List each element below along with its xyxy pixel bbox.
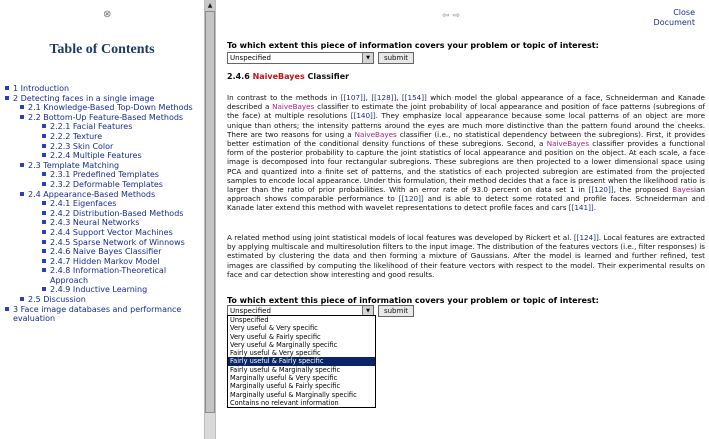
- bullet-icon: [42, 220, 46, 224]
- paragraph-text: . They emphasize local appearance because some local patterns of an object are more unique than others; the intensity patterns around the eyes are much more distinctive than the pattern found around the cheeks. There are two reasons for using a: [227, 111, 705, 139]
- dropdown-option[interactable]: Unspecified: [230, 316, 269, 324]
- paragraph-text: classifier to estimate the joint probability of local appearance and position of face patterns (subregions of the face) at multiple resolutions: [227, 102, 706, 121]
- toc-item[interactable]: [4, 94, 204, 104]
- chevron-down-icon[interactable]: ▼: [362, 306, 373, 316]
- toc-item-label: 2.1 Knowledge-Based Top-Down Methods: [28, 103, 193, 113]
- bullet-icon: [42, 134, 46, 138]
- bullet-icon: [42, 124, 46, 128]
- reference-link[interactable]: [[120]]: [588, 185, 614, 195]
- relevance-select-top[interactable]: [227, 52, 374, 64]
- toc-item[interactable]: [4, 257, 204, 267]
- bullet-icon: [20, 163, 24, 167]
- bullet-icon: [5, 96, 9, 100]
- relevance-question-top: To which extent this piece of information covers your problem or topic of interest:: [227, 41, 599, 50]
- toc-item[interactable]: [4, 142, 204, 152]
- bullet-icon: [42, 172, 46, 176]
- toc-item-label: 2.4.9 Inductive Learning: [50, 285, 148, 295]
- reference-link[interactable]: [[140]]: [350, 111, 376, 121]
- submit-button-bottom[interactable]: submit: [378, 305, 414, 317]
- paragraph-text: ,: [365, 93, 372, 102]
- relevance-select-bottom-value: Unspecified: [230, 307, 271, 315]
- toc-item[interactable]: [4, 247, 204, 257]
- toc-item[interactable]: [4, 295, 204, 305]
- dropdown-option[interactable]: Marginally useful & Very specific: [230, 374, 338, 383]
- search-term-highlight: Bayes: [672, 185, 695, 195]
- chevron-down-icon[interactable]: ▼: [362, 53, 373, 63]
- toc-item-label: 3 Face image databases and performance evaluation: [13, 304, 182, 324]
- paragraph-text: which model the global appearance of a face, Schneiderman and Kanade described a: [227, 93, 705, 112]
- toc-item-label: 2.3.2 Deformable Templates: [50, 179, 163, 189]
- content-pane: [217, 0, 709, 439]
- paragraph-text: .: [593, 203, 596, 213]
- toc-item[interactable]: [4, 305, 204, 324]
- toc-item-label: 2.4 Appearance-Based Methods: [28, 189, 156, 199]
- reference-link[interactable]: [[128]]: [371, 93, 397, 102]
- toc-item[interactable]: [4, 199, 204, 209]
- bullet-icon: [42, 211, 46, 215]
- toc-item-label: 1 Introduction: [13, 84, 70, 93]
- toc-pane: [0, 0, 204, 439]
- dropdown-option[interactable]: Very useful & Fairly specific: [230, 332, 321, 341]
- toc-item[interactable]: [4, 218, 204, 228]
- toc-item[interactable]: [4, 209, 204, 219]
- toc-item-label: 2.3 Template Matching: [28, 160, 120, 170]
- dropdown-option[interactable]: Very useful & Very specific: [230, 324, 318, 333]
- scroll-thumb[interactable]: [205, 11, 215, 413]
- paragraph-text: classifier (i.e., no statistical dependency between the subregions). First, it provides better estimation of the conditional density functions of these subregions. Second, a: [227, 129, 705, 149]
- reference-link[interactable]: [[120]]: [398, 194, 424, 204]
- paragraph-2: [227, 233, 705, 279]
- toc-item[interactable]: [4, 238, 204, 248]
- section-name-highlight: NaiveBayes: [252, 72, 305, 81]
- paragraph-text: ian approach shows comparable performance to: [227, 185, 705, 204]
- section-heading: [227, 72, 349, 81]
- paragraph-text: ,: [396, 93, 402, 102]
- toc-item-label: 2.2 Bottom-Up Feature-Based Methods: [28, 112, 184, 122]
- toc-item[interactable]: [4, 113, 204, 123]
- bullet-icon: [42, 240, 46, 244]
- paragraph-text: and is able to detect some rotated and profile faces. Schneiderman and Kanade later extend this method with wavelet representations to detect profile faces and cars: [227, 194, 705, 213]
- reference-link[interactable]: [[107]]: [340, 93, 366, 102]
- toc-item-label: 2.3.1 Predefined Templates: [50, 170, 159, 180]
- scroll-up-button[interactable]: ▲: [205, 0, 215, 12]
- dropdown-option[interactable]: Marginally useful & Fairly specific: [230, 382, 341, 391]
- search-term-highlight: NaiveBayes: [354, 129, 397, 139]
- toc-item[interactable]: [4, 103, 204, 113]
- bullet-icon: [5, 86, 9, 90]
- reference-link[interactable]: [[124]]: [573, 233, 599, 242]
- toc-item-label: 2.2.1 Facial Features: [50, 122, 133, 132]
- bullet-icon: [42, 182, 46, 186]
- close-document-line2: Document: [653, 18, 695, 27]
- toc-item-label: 2.2.3 Skin Color: [50, 141, 114, 151]
- bullet-icon: [42, 144, 46, 148]
- dropdown-option[interactable]: Very useful & Marginally specific: [230, 340, 338, 349]
- submit-button-top[interactable]: submit: [378, 52, 414, 64]
- relevance-select-top-value: Unspecified: [230, 54, 271, 62]
- relevance-question-bottom: To which extent this piece of information covers your problem or topic of interest:: [227, 296, 599, 305]
- toc-item-label: 2.5 Discussion: [28, 295, 86, 305]
- toc-title: Table of Contents: [49, 42, 155, 57]
- toc-item[interactable]: [4, 285, 204, 295]
- close-document-line1: Close: [673, 8, 695, 17]
- toc-item[interactable]: [4, 190, 204, 200]
- toc-item[interactable]: [4, 151, 204, 161]
- toc-item-label: 2.2.2 Texture: [50, 131, 103, 141]
- bullet-icon: [20, 192, 24, 196]
- toc-header-icon: ⊗: [103, 9, 112, 20]
- paragraph-text: A related method using joint statistical models of local features was developed by Rickert et al.: [227, 233, 574, 242]
- toc-item[interactable]: [4, 170, 204, 180]
- toc-item[interactable]: [4, 228, 204, 238]
- bullet-icon: [42, 268, 46, 272]
- toc-item-label: 2.4.8 Information-Theoretical Approach: [50, 266, 167, 285]
- dropdown-option[interactable]: Fairly useful & Fairly specific: [228, 357, 375, 365]
- paragraph-text: . Local features are extracted by applying multiscale and multiresolution filters to the input image. The distribution of the features vectors (i.e., filter responses) is estimated by clustering the data and then forming a mixture of Gaussians. After the model is learned and further refined, test images are classified by computing the likelihood of their feature vectors with respect to the model. Their experimental results on face and car detection show interesting and good results.: [227, 233, 705, 279]
- bullet-icon: [42, 249, 46, 253]
- toc-item[interactable]: [4, 132, 204, 142]
- toc-item-label: 2.4.1 Eigenfaces: [50, 199, 117, 209]
- bullet-icon: [42, 230, 46, 234]
- section-number: 2.4.6: [227, 72, 250, 81]
- search-term-highlight: NaiveBayes: [546, 139, 589, 149]
- toc-list: [4, 84, 204, 324]
- bullet-icon: [42, 259, 46, 263]
- relevance-dropdown-list[interactable]: [227, 315, 376, 408]
- toc-item-label: 2.4.2 Distribution-Based Methods: [50, 208, 184, 218]
- toc-item-label: 2.4.7 Hidden Markov Model: [50, 256, 160, 266]
- bullet-icon: [20, 115, 24, 119]
- paragraph-1: [227, 93, 705, 213]
- paragraph-text: , the proposed: [613, 185, 673, 195]
- reference-link[interactable]: [[141]]: [568, 203, 594, 213]
- bullet-icon: [42, 153, 46, 157]
- toc-item[interactable]: [4, 161, 204, 171]
- section-name-rest: Classifier: [307, 72, 350, 81]
- toc-item[interactable]: [4, 84, 204, 94]
- bullet-icon: [42, 201, 46, 205]
- paragraph-text: classifier provides a functional form of the posterior probability to capture the joint statistics of local appearance and position on the object. At each scale, a face image is decomposed into four rectangular subregions. These subregions are then projected to a lower dimensional space using PCA and quantized into a finite set of patterns, and the statistics of each projected subregion are estimated from the projected samples to encode local appearance. Under this formulation, their method decides that a face is present when the likelihood ratio is larger than the ratio of prior probabilities. With an error rate of 93.0 percent on data set 1 in: [227, 139, 705, 195]
- toc-item[interactable]: [4, 122, 204, 132]
- dropdown-option[interactable]: Fairly useful & Marginally specific: [230, 365, 341, 374]
- bullet-icon: [20, 297, 24, 301]
- bullet-icon: [5, 307, 9, 311]
- toc-item-label: 2.4.5 Sparse Network of Winnows: [50, 237, 185, 247]
- dropdown-option[interactable]: Marginally useful & Marginally specific: [230, 390, 357, 399]
- paragraph-text: In contrast to the methods in: [227, 93, 341, 102]
- dropdown-option[interactable]: Contains no relevant information: [230, 398, 339, 407]
- toc-item-label: 2.4.6 Naive Bayes Classifier: [50, 247, 162, 257]
- close-document-link[interactable]: [654, 8, 695, 28]
- toc-item-label: 2.4.4 Support Vector Machines: [50, 227, 173, 237]
- toc-item-label: 2.4.3 Neural Networks: [50, 218, 140, 228]
- reference-link[interactable]: [[154]]: [401, 93, 427, 102]
- dropdown-option[interactable]: Fairly useful & Very specific: [230, 349, 321, 358]
- vertical-scrollbar[interactable]: [204, 0, 216, 439]
- search-term-highlight: NaiveBayes: [272, 102, 315, 112]
- bullet-icon: [42, 287, 46, 291]
- toc-item-label: 2 Detecting faces in a single image: [13, 93, 155, 103]
- toc-item-label: 2.2.4 Multiple Features: [50, 151, 142, 161]
- toc-item[interactable]: [4, 266, 204, 285]
- toc-item[interactable]: [4, 180, 204, 190]
- prev-next-arrows-icon[interactable]: ⇦ ⇨: [442, 11, 460, 21]
- bullet-icon: [20, 105, 24, 109]
